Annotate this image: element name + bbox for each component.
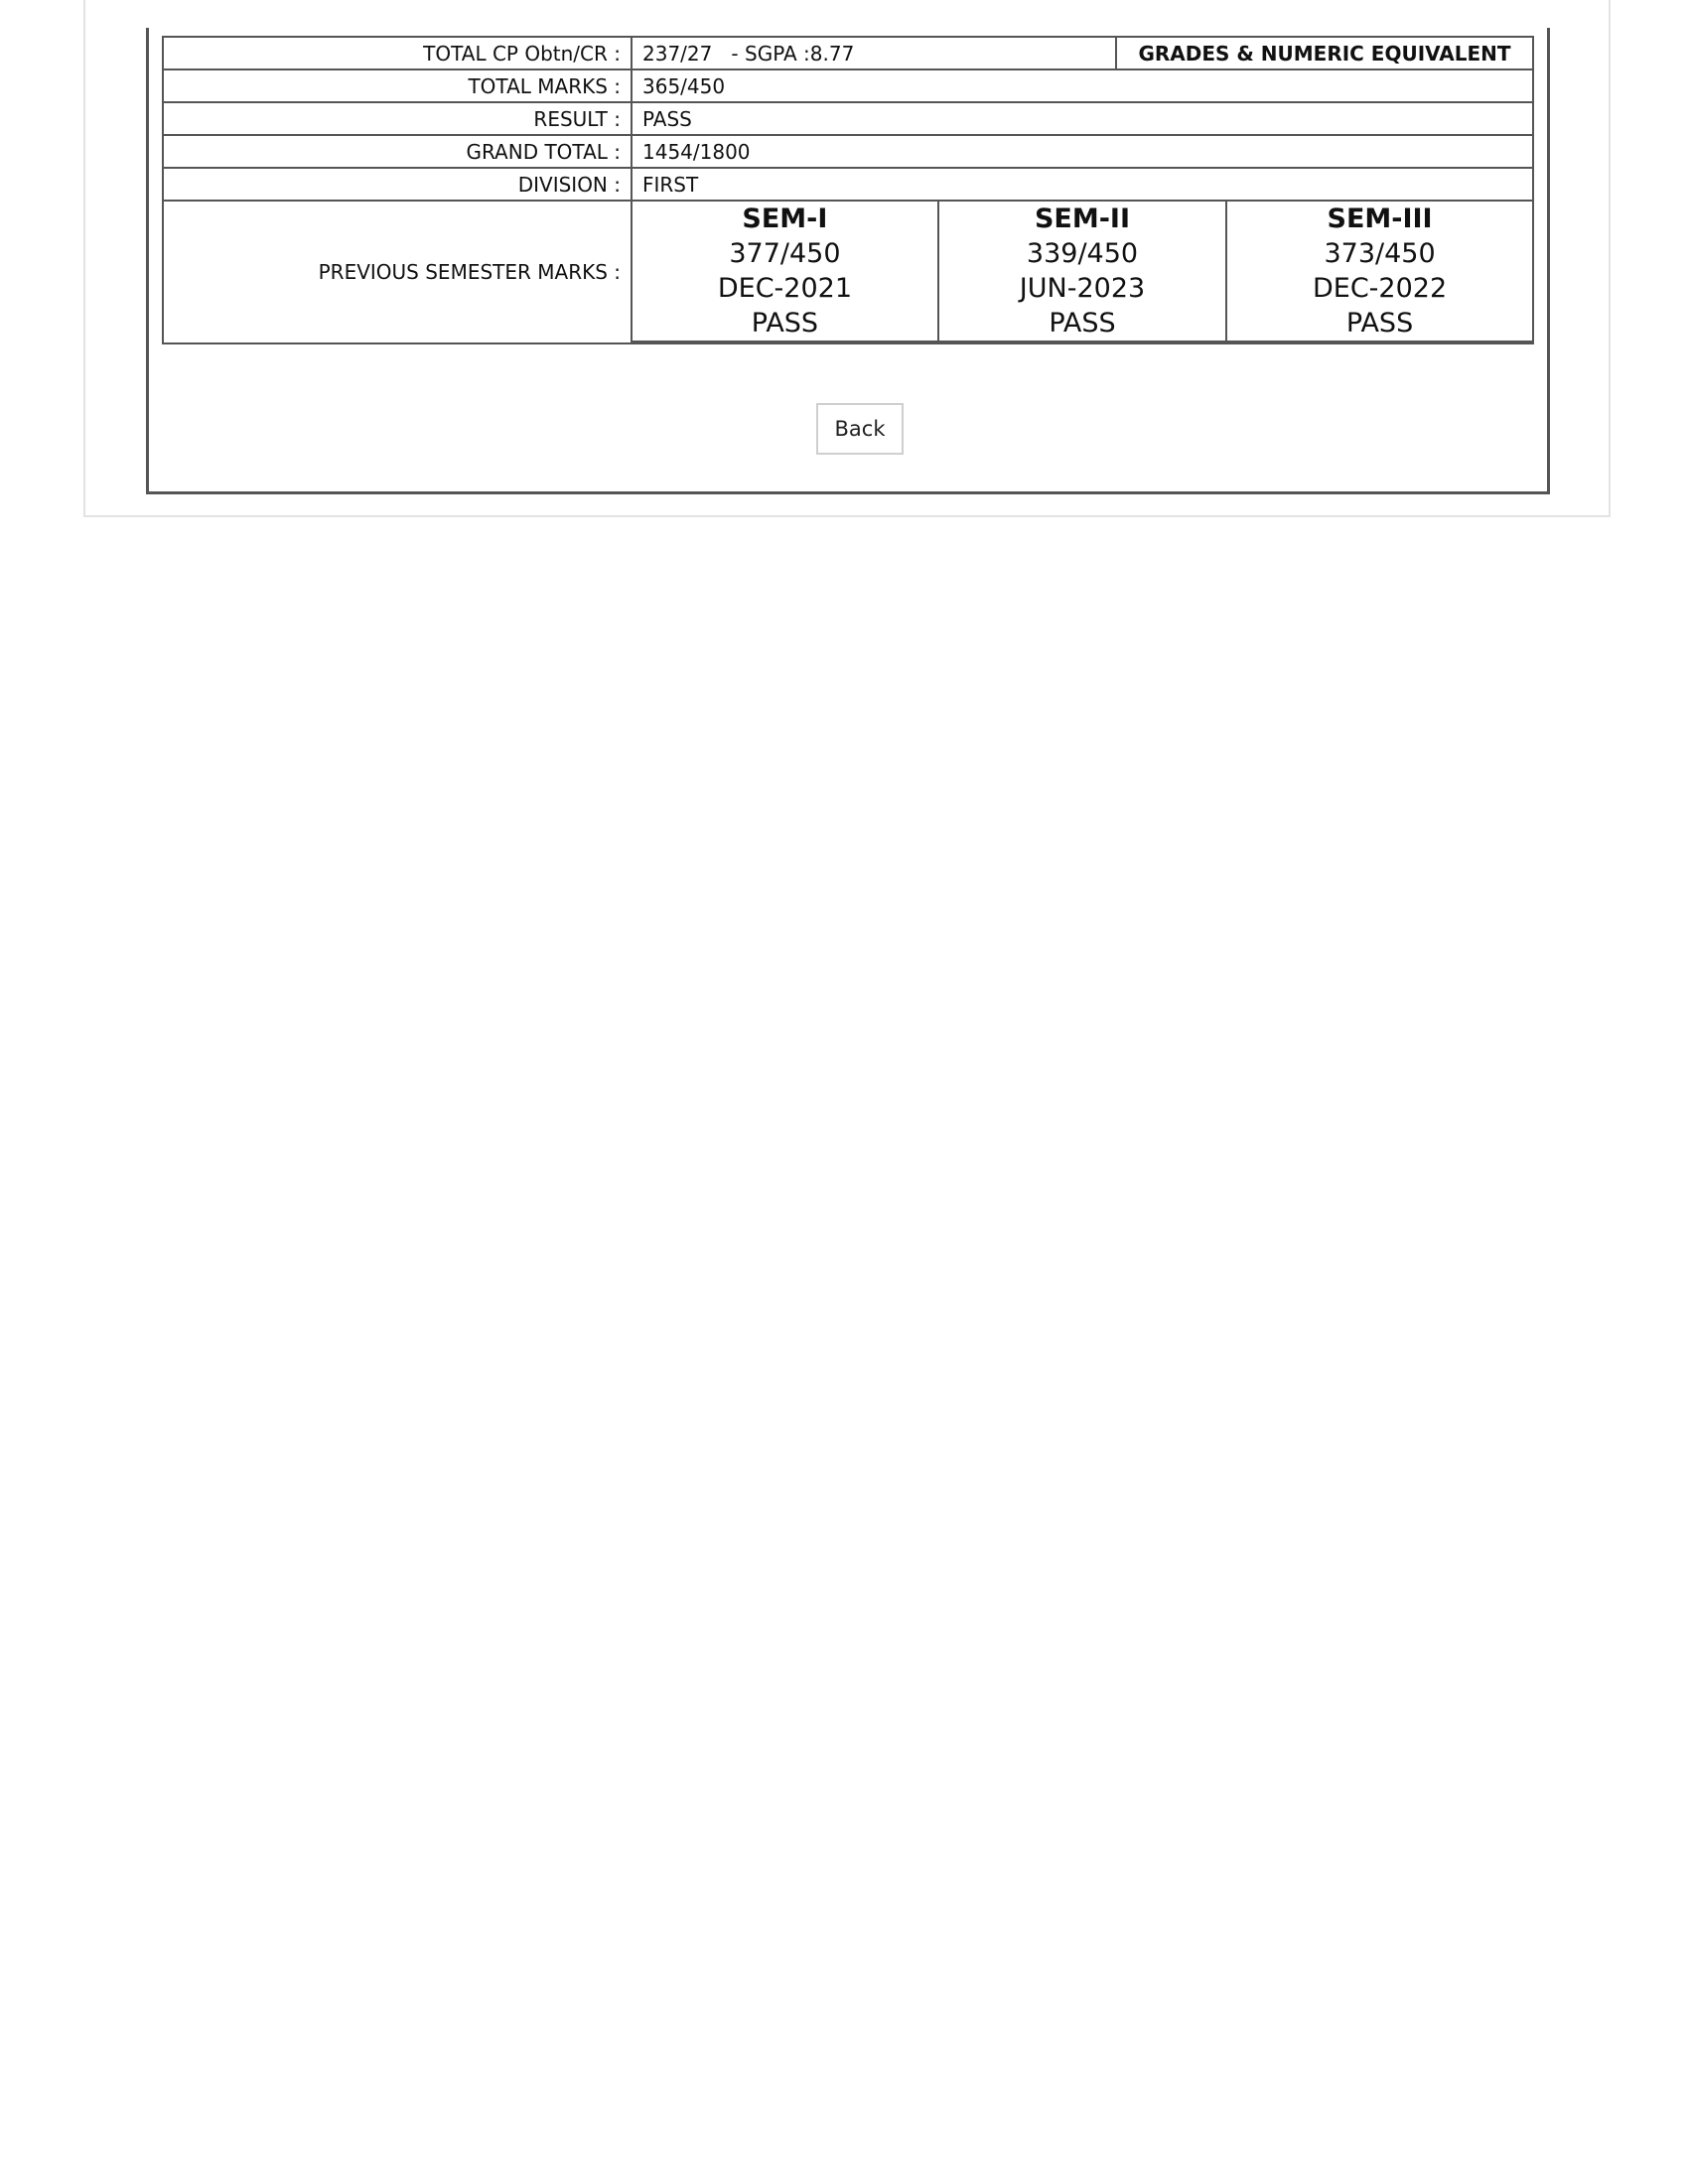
result-label: RESULT : — [163, 102, 632, 135]
semester-row — [633, 202, 1532, 341]
result-value: PASS — [632, 102, 1533, 135]
previous-semester-cell — [632, 201, 1533, 343]
grand-total-label: GRAND TOTAL : — [163, 135, 632, 168]
semester-session: JUN-2023 — [1019, 273, 1146, 304]
table-row — [163, 69, 1533, 102]
division-label: DIVISION : — [163, 168, 632, 201]
semester-name: SEM-I — [742, 204, 828, 234]
grades-header: GRADES & NUMERIC EQUIVALENT — [1116, 37, 1533, 69]
semester-result: PASS — [1049, 308, 1116, 339]
semester-result: PASS — [1345, 308, 1414, 339]
semester-name: SEM-II — [1034, 204, 1131, 234]
semester-marks: 373/450 — [1324, 238, 1436, 269]
grand-total-value: 1454/1800 — [632, 135, 1533, 168]
total-marks-label: TOTAL MARKS : — [163, 69, 632, 102]
total-marks-value: 365/450 — [632, 69, 1533, 102]
semester-cell — [633, 202, 938, 341]
table-row — [163, 37, 1533, 69]
previous-semester-label: PREVIOUS SEMESTER MARKS : — [163, 201, 632, 343]
table-row — [163, 201, 1533, 343]
back-button[interactable]: Back — [816, 403, 904, 455]
semester-session: DEC-2021 — [717, 273, 853, 304]
table-row — [163, 102, 1533, 135]
semester-cell — [1226, 202, 1532, 341]
division-value: FIRST — [632, 168, 1533, 201]
table-row — [163, 168, 1533, 201]
table-row — [163, 135, 1533, 168]
total-cp-value: 237/27 - SGPA :8.77 — [632, 37, 1116, 69]
semester-session: DEC-2022 — [1312, 273, 1448, 304]
semester-cell — [938, 202, 1226, 341]
semester-result: PASS — [751, 308, 819, 339]
semester-name: SEM-III — [1327, 204, 1433, 234]
total-cp-label: TOTAL CP Obtn/CR : — [163, 37, 632, 69]
semester-marks: 377/450 — [729, 238, 841, 269]
previous-semester-table — [633, 202, 1532, 342]
semester-marks: 339/450 — [1026, 238, 1139, 269]
result-summary-table — [162, 36, 1534, 344]
